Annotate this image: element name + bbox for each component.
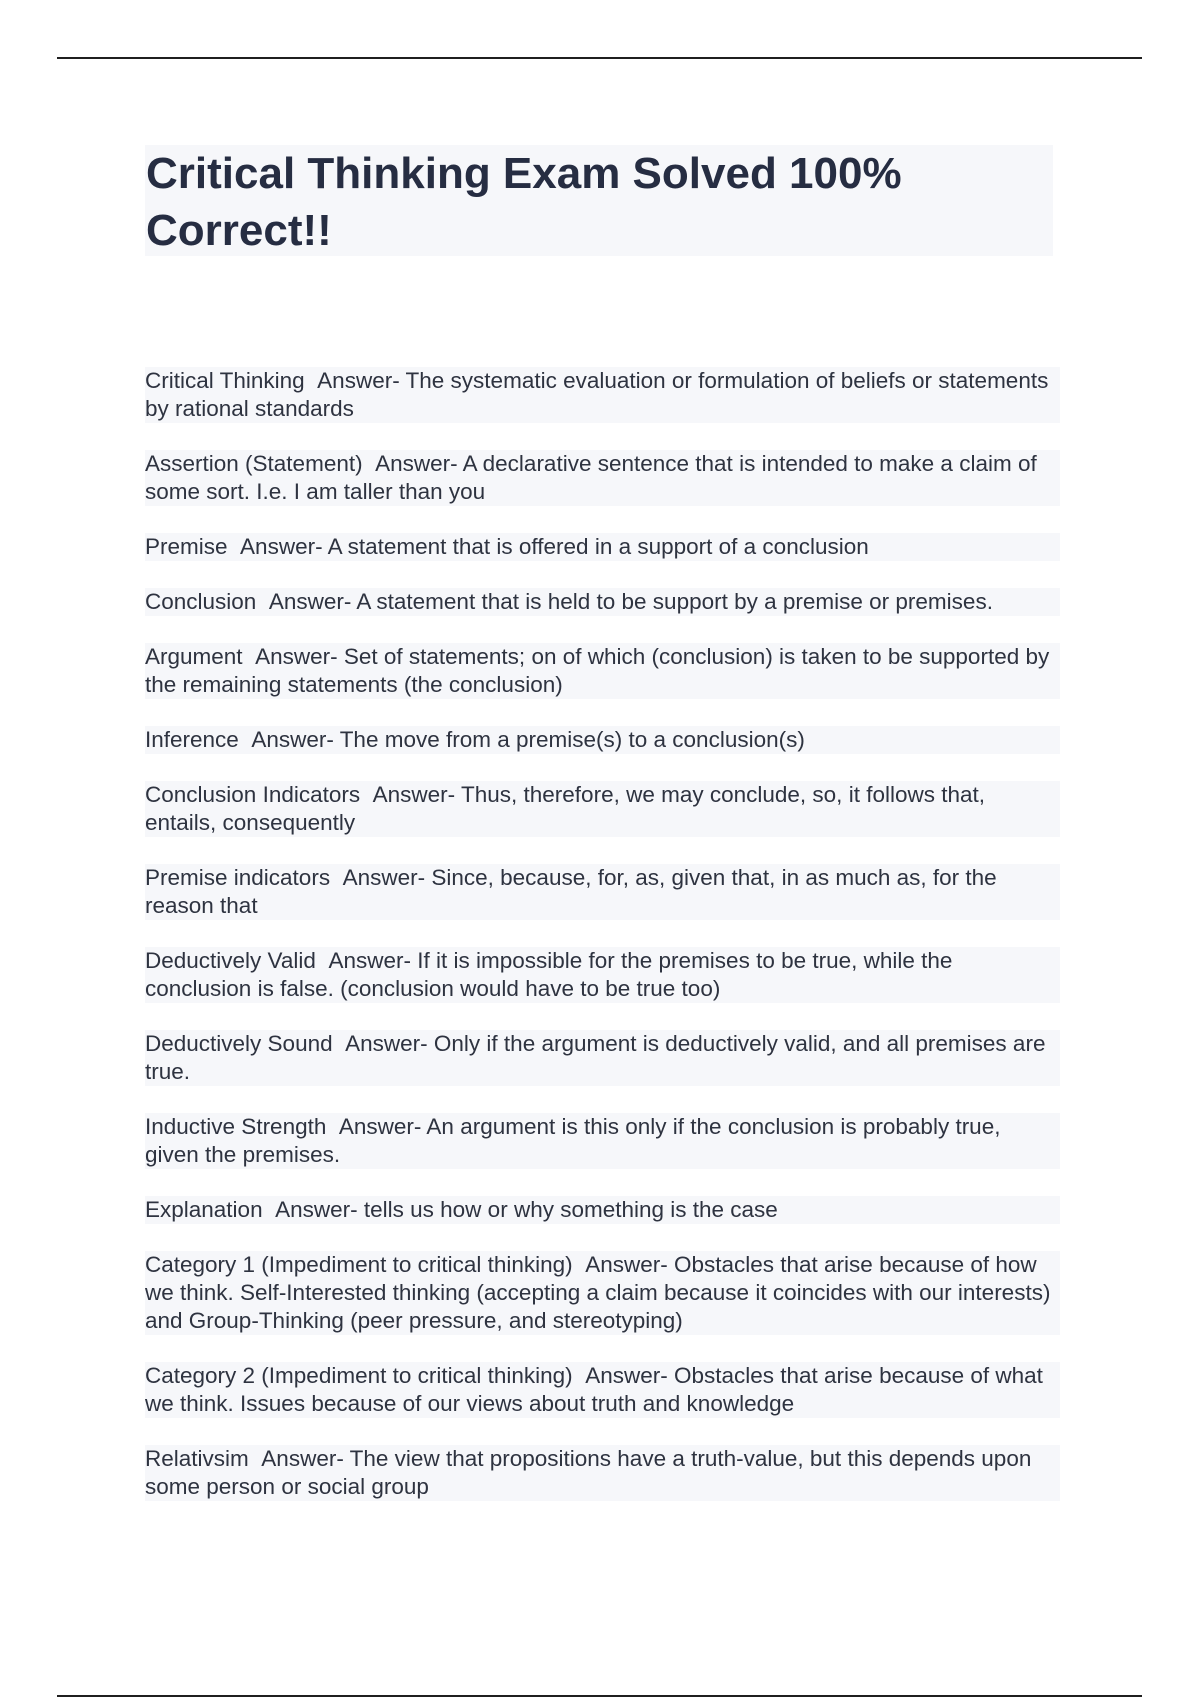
qa-term: Premise: [145, 534, 228, 559]
qa-item: [145, 726, 1060, 754]
qa-item: [145, 1113, 1060, 1169]
qa-term: Explanation: [145, 1197, 263, 1222]
qa-term: Deductively Sound: [145, 1031, 333, 1056]
document-title: Critical Thinking Exam Solved 100% Correct!!: [146, 149, 902, 255]
qa-answer: Answer- A statement that is held to be support by a premise or premises.: [268, 589, 993, 614]
qa-term: Argument: [145, 644, 243, 669]
qa-item: [145, 643, 1060, 699]
qa-list: [145, 367, 1060, 1528]
qa-item: [145, 1445, 1060, 1501]
qa-answer: Answer- An argument is this only if the conclusion is probably true, given the premises.: [145, 1114, 1001, 1167]
qa-answer: Answer- A statement that is offered in a support of a conclusion: [240, 534, 869, 559]
qa-term: Inductive Strength: [145, 1114, 327, 1139]
qa-item: [145, 450, 1060, 506]
qa-item: [145, 781, 1060, 837]
qa-term: Premise indicators: [145, 865, 331, 890]
qa-answer: Answer- Obstacles that arise because of how we think. Self-Interested thinking (accepting a claim because it coincides with our interests) and Group-Thinking (peer pressure, and stereotyping): [145, 1252, 1051, 1333]
qa-item: [145, 1251, 1060, 1335]
qa-term: Category 2 (Impediment to critical thinking): [145, 1363, 573, 1388]
qa-answer: Answer- tells us how or why something is the case: [275, 1197, 778, 1222]
qa-answer: Answer- The move from a premise(s) to a conclusion(s): [251, 727, 805, 752]
qa-answer: Answer- Since, because, for, as, given that, in as much as, for the reason that: [145, 865, 997, 918]
qa-answer: Answer- If it is impossible for the premises to be true, while the conclusion is false. (conclusion would have to be true too): [145, 948, 953, 1001]
qa-term: Category 1 (Impediment to critical thinking): [145, 1252, 573, 1277]
qa-item: [145, 1362, 1060, 1418]
qa-term: Assertion (Statement): [145, 451, 363, 476]
top-rule: [57, 57, 1142, 59]
qa-term: Inference: [145, 727, 239, 752]
qa-answer: Answer- Thus, therefore, we may conclude, so, it follows that, entails, consequently: [145, 782, 985, 835]
qa-item: [145, 533, 1060, 561]
qa-answer: Answer- Only if the argument is deductively valid, and all premises are true.: [145, 1031, 1046, 1084]
qa-item: [145, 1196, 1060, 1224]
qa-answer: Answer- The view that propositions have a truth-value, but this depends upon some person or social group: [145, 1446, 1032, 1499]
bottom-rule: [57, 1695, 1142, 1697]
qa-term: Deductively Valid: [145, 948, 316, 973]
qa-item: [145, 367, 1060, 423]
qa-item: [145, 1030, 1060, 1086]
qa-item: [145, 588, 1060, 616]
qa-item: [145, 947, 1060, 1003]
qa-term: Critical Thinking: [145, 368, 305, 393]
qa-answer: Answer- The systematic evaluation or formulation of beliefs or statements by rational standards: [145, 368, 1049, 421]
qa-term: Relativsim: [145, 1446, 249, 1471]
qa-answer: Answer- Set of statements; on of which (conclusion) is taken to be supported by the remaining statements (the conclusion): [145, 644, 1050, 697]
qa-term: Conclusion Indicators: [145, 782, 361, 807]
qa-term: Conclusion: [145, 589, 257, 614]
title-block: [145, 145, 1053, 256]
qa-answer: Answer- A declarative sentence that is intended to make a claim of some sort. I.e. I am taller than you: [145, 451, 1037, 504]
qa-answer: Answer- Obstacles that arise because of what we think. Issues because of our views about truth and knowledge: [145, 1363, 1043, 1416]
qa-item: [145, 864, 1060, 920]
